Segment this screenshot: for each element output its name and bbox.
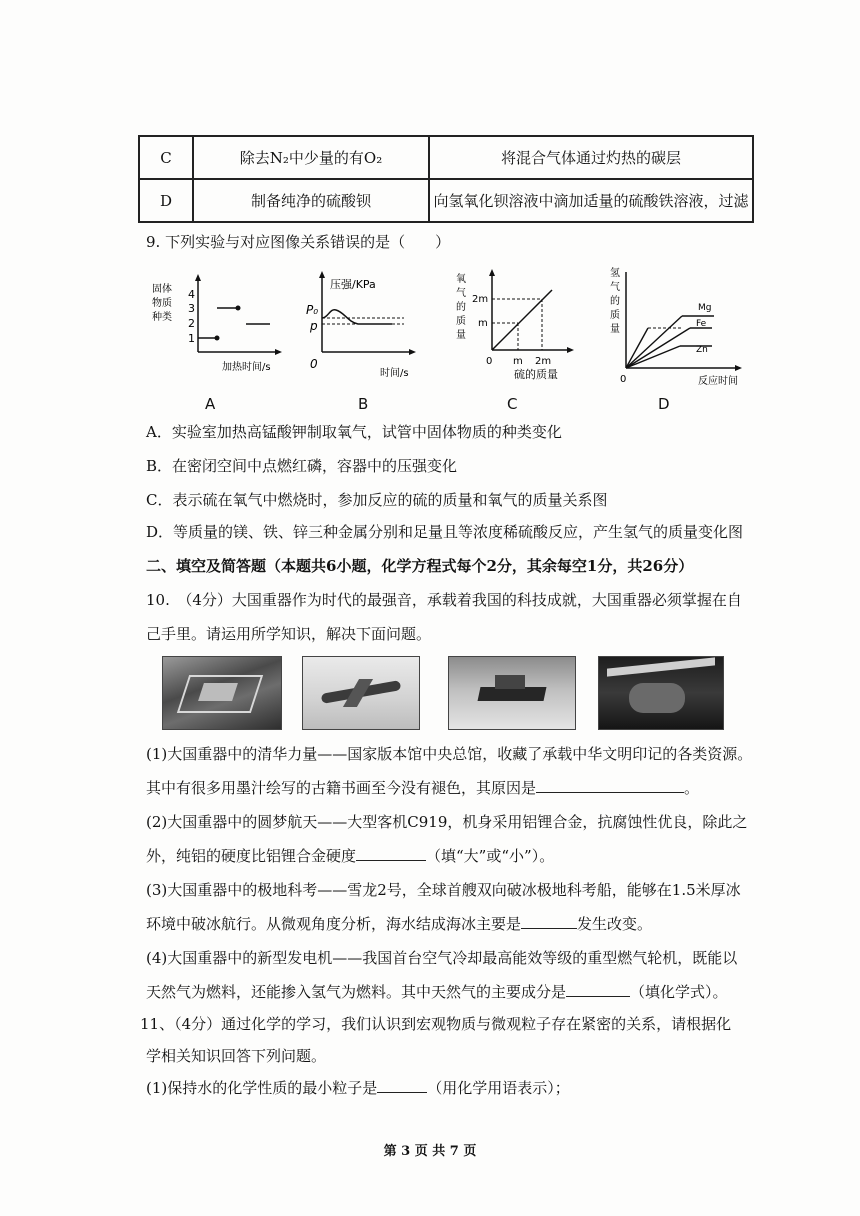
q10-part1-text: 其中有很多用墨汁绘写的古籍书画至今没有褪色，其原因是 — [146, 779, 537, 797]
graph-d-fe-line — [626, 328, 690, 368]
q10-part3-answer-blank[interactable] — [521, 914, 577, 929]
graph-d-series-fe: Fe — [696, 319, 707, 329]
graph-d-ylabel-1: 氢 — [610, 268, 620, 279]
q10-part1-line2 — [146, 778, 699, 798]
graph-d-series-mg: Mg — [698, 303, 712, 313]
q10-part1-line1: (1)大国重器中的清华力量——国家版本馆中央总馆，收藏了承载中华文明印记的各类资源。 — [146, 745, 753, 763]
q10-intro-2: 己手里。请运用所学知识，解决下面问题。 — [146, 625, 432, 643]
row-letter: C — [139, 136, 193, 179]
graph-d — [600, 260, 750, 388]
graph-a-ylabel-3: 种类 — [152, 312, 172, 323]
q10-part1-answer-blank[interactable] — [536, 778, 684, 793]
graph-b-curve — [322, 310, 392, 324]
graph-a-point-1 — [215, 336, 220, 341]
graph-b-ylabel: 压强/KPa — [330, 278, 376, 291]
graph-d-x-arrow — [735, 365, 742, 371]
graph-a-y-arrow — [195, 274, 201, 281]
q10-part2-line2 — [146, 846, 554, 866]
q10-part1-end: 。 — [684, 779, 700, 797]
photo-c919-aircraft — [302, 656, 420, 730]
q10-part2-answer-blank[interactable] — [356, 846, 426, 861]
graph-b-origin: 0 — [310, 357, 318, 371]
graph-c-ylabel-4: 质 — [456, 316, 466, 327]
q10-part2-end: （填“大”或“小”）。 — [426, 847, 555, 865]
graph-c-x-arrow — [567, 347, 574, 353]
graph-c-ytick-m: m — [478, 318, 488, 329]
graph-a — [150, 270, 290, 390]
graph-a-ytick-1: 1 — [188, 332, 195, 345]
graph-b-p0-label: P₀ — [306, 303, 319, 317]
graph-a-point-2 — [236, 306, 241, 311]
q10-intro-1: 10. （4分）大国重器作为时代的最强音，承载着我国的科技成就，大国重器必须掌握在自 — [146, 591, 742, 609]
q9-option-c: C．表示硫在氧气中燃烧时，参加反应的硫的质量和氧气的质量关系图 — [146, 491, 608, 509]
q10-part4-answer-blank[interactable] — [566, 982, 630, 997]
graph-c-ylabel-2: 气 — [456, 288, 466, 299]
graph-d-ylabel-5: 量 — [610, 324, 620, 335]
q10-part3-line2 — [146, 914, 652, 934]
graph-b-p-label: p — [310, 319, 318, 333]
q10-part4-line1: (4)大国重器中的新型发电机——我国首台空气冷却最高能效等级的重型燃气轮机，既能以 — [146, 949, 738, 967]
table-row — [139, 179, 753, 222]
graph-d-xlabel: 反应时间 — [698, 376, 738, 387]
graph-a-caption: A — [205, 395, 216, 413]
q10-part2-line1: (2)大国重器中的圆梦航天——大型客机C919，机身采用铝锂合金，抗腐蚀性优良，除此之 — [146, 813, 748, 831]
graph-d-ylabel-3: 的 — [610, 296, 620, 307]
row-purpose: 除去N₂中少量的有O₂ — [193, 136, 429, 179]
table-row — [139, 136, 753, 179]
q10-part3-end: 发生改变。 — [577, 915, 653, 933]
q9-option-a: A．实验室加热高锰酸钾制取氧气，试管中固体物质的种类变化 — [146, 423, 562, 441]
graph-c-xtick-0: 0 — [486, 356, 493, 367]
graph-c — [450, 266, 580, 384]
q9-option-b: B．在密闭空间中点燃红磷，容器中的压强变化 — [146, 457, 458, 475]
q11-intro-1: 11、（4分）通过化学的学习，我们认识到宏观物质与微观粒子存在紧密的关系，请根据化 — [140, 1015, 732, 1033]
graph-b-caption: B — [358, 395, 369, 413]
graph-d-mg-rise — [626, 328, 648, 368]
section-2-heading: 二、填空及简答题（本题共6小题，化学方程式每个2分，其余每空1分，共26分） — [146, 557, 694, 575]
graph-a-ylabel-2: 物质 — [152, 298, 172, 309]
q11-part1-end: （用化学用语表示）； — [427, 1079, 570, 1097]
row-method: 向氢氧化钡溶液中滴加适量的硫酸铁溶液，过滤 — [429, 179, 753, 222]
graph-c-caption: C — [507, 395, 518, 413]
graph-c-xlabel: 硫的质量 — [514, 368, 558, 381]
graph-c-ylabel-5: 量 — [456, 330, 466, 341]
graph-d-zn-rise — [626, 346, 680, 368]
graph-d-series-zn: Zn — [696, 345, 708, 355]
graph-b-xlabel: 时间/s — [380, 368, 409, 379]
graph-c-xtick-m: m — [513, 356, 523, 367]
photo-xuelong-ship — [448, 656, 576, 730]
graph-c-xtick-2m: 2m — [535, 356, 552, 367]
row-method: 将混合气体通过灼热的碳层 — [429, 136, 753, 179]
graph-b — [300, 268, 420, 384]
q9-option-d: D．等质量的镁、铁、锌三种金属分别和足量且等浓度稀硫酸反应，产生氢气的质量变化图 — [146, 523, 744, 541]
row-purpose: 制备纯净的硫酸钡 — [193, 179, 429, 222]
q11-part1 — [146, 1078, 570, 1098]
graph-a-ylabel-1: 固体 — [152, 284, 172, 295]
q11-intro-2: 学相关知识回答下列问题。 — [146, 1047, 327, 1065]
graph-a-xlabel: 加热时间/s — [222, 362, 271, 373]
graph-c-ytick-2m: 2m — [472, 294, 489, 305]
graph-c-ylabel-3: 的 — [456, 302, 466, 313]
graph-b-x-arrow — [409, 349, 416, 355]
graph-b-y-arrow — [319, 271, 325, 278]
q10-part4-line2 — [146, 982, 728, 1002]
q11-part1-text: (1)保持水的化学性质的最小粒子是 — [146, 1079, 378, 1097]
q11-part1-answer-blank[interactable] — [377, 1078, 427, 1093]
q10-part2-text: 外，纯铝的硬度比铝锂合金硬度 — [146, 847, 357, 865]
graph-c-y-arrow — [489, 269, 495, 276]
graph-c-ylabel-1: 氧 — [456, 274, 466, 285]
photo-library-aerial — [162, 656, 282, 730]
graph-a-ytick-4: 4 — [188, 288, 195, 301]
graph-a-ytick-3: 3 — [188, 302, 195, 315]
q10-part3-text: 环境中破冰航行。从微观角度分析，海水结成海冰主要是 — [146, 915, 522, 933]
row-letter: D — [139, 179, 193, 222]
experiment-options-table — [138, 135, 754, 223]
graph-d-ylabel-2: 气 — [610, 282, 620, 293]
graph-d-fe-rise — [626, 316, 682, 368]
graph-d-ylabel-4: 质 — [610, 310, 620, 321]
q10-part3-line1: (3)大国重器中的极地科考——雪龙2号，全球首艘双向破冰极地科考船，能够在1.5米厚冰 — [146, 881, 741, 899]
graph-a-ytick-2: 2 — [188, 317, 195, 330]
page-number-footer: 第 3 页 共 7 页 — [383, 1144, 477, 1159]
graph-d-origin: 0 — [620, 374, 627, 385]
q10-part4-text: 天然气为燃料，还能掺入氢气为燃料。其中天然气的主要成分是 — [146, 983, 567, 1001]
graph-d-caption: D — [658, 395, 670, 413]
q10-part4-end: （填化学式）。 — [630, 983, 728, 1001]
photo-gas-turbine — [598, 656, 724, 730]
q9-stem: 9. 下列实验与对应图像关系错误的是（ ） — [146, 233, 451, 251]
graph-a-x-arrow — [275, 349, 282, 355]
